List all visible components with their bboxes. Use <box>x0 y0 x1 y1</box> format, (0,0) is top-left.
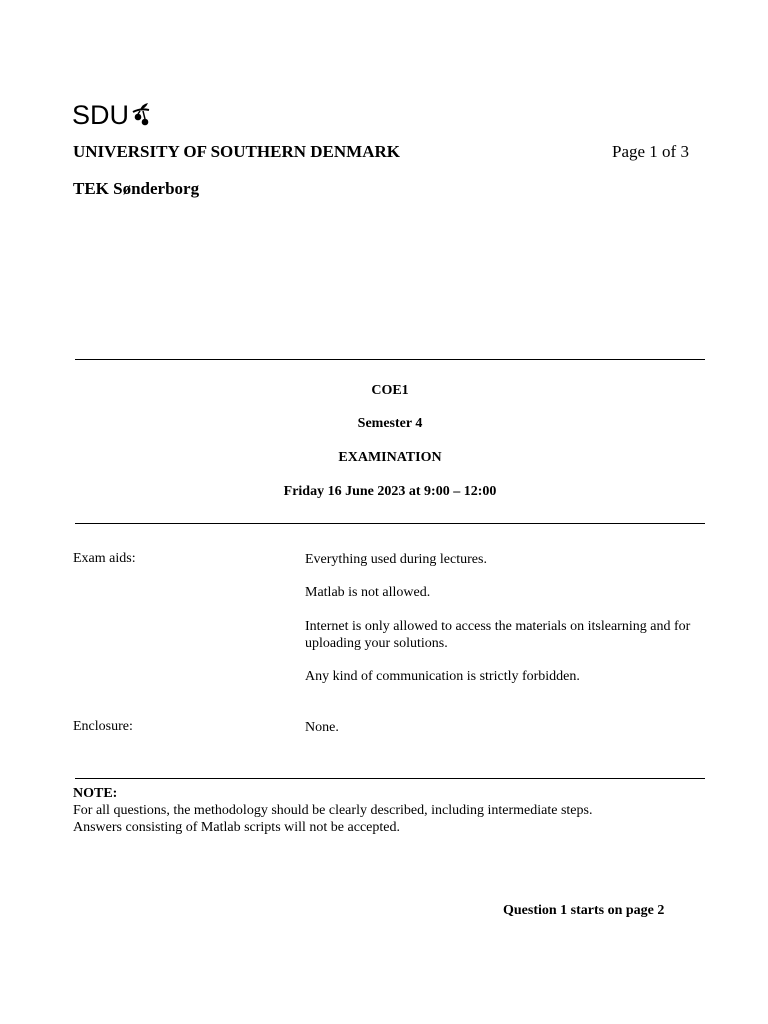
exam-aids-label: Exam aids: <box>73 551 136 566</box>
note-line: Answers consisting of Matlab scripts will not be accepted. <box>73 820 400 835</box>
next-question-note: Question 1 starts on page 2 <box>503 903 665 918</box>
note-line: For all questions, the methodology should be clearly described, including intermediate steps. <box>73 803 593 818</box>
exam-aid-item: Matlab is not allowed. <box>305 585 431 600</box>
faculty-name: TEK Sønderborg <box>73 179 200 198</box>
sdu-logo <box>72 100 153 130</box>
university-name: UNIVERSITY OF SOUTHERN DENMARK <box>73 142 400 161</box>
semester: Semester 4 <box>357 416 423 431</box>
note-text <box>73 802 693 836</box>
enclosure-label: Enclosure: <box>73 719 133 734</box>
divider-middle <box>75 523 705 524</box>
divider-bottom <box>75 778 705 779</box>
enclosure-value: None. <box>305 720 339 735</box>
note-title: NOTE: <box>73 786 118 801</box>
divider-top <box>75 359 705 360</box>
logo-text: SDU <box>72 100 130 130</box>
course-code: COE1 <box>371 383 409 398</box>
exam-aid-item: Everything used during lectures. <box>305 552 487 567</box>
exam-aid-item: Any kind of communication is strictly forbidden. <box>305 669 580 684</box>
page-indicator: Page 1 of 3 <box>612 142 689 161</box>
exam-aid-item: Internet is only allowed to access the materials on itslearning and for uploading your solutions. <box>305 619 691 651</box>
exam-type: EXAMINATION <box>338 450 442 465</box>
sdu-leaf-icon <box>131 102 153 128</box>
exam-datetime: Friday 16 June 2023 at 9:00 – 12:00 <box>283 484 497 499</box>
